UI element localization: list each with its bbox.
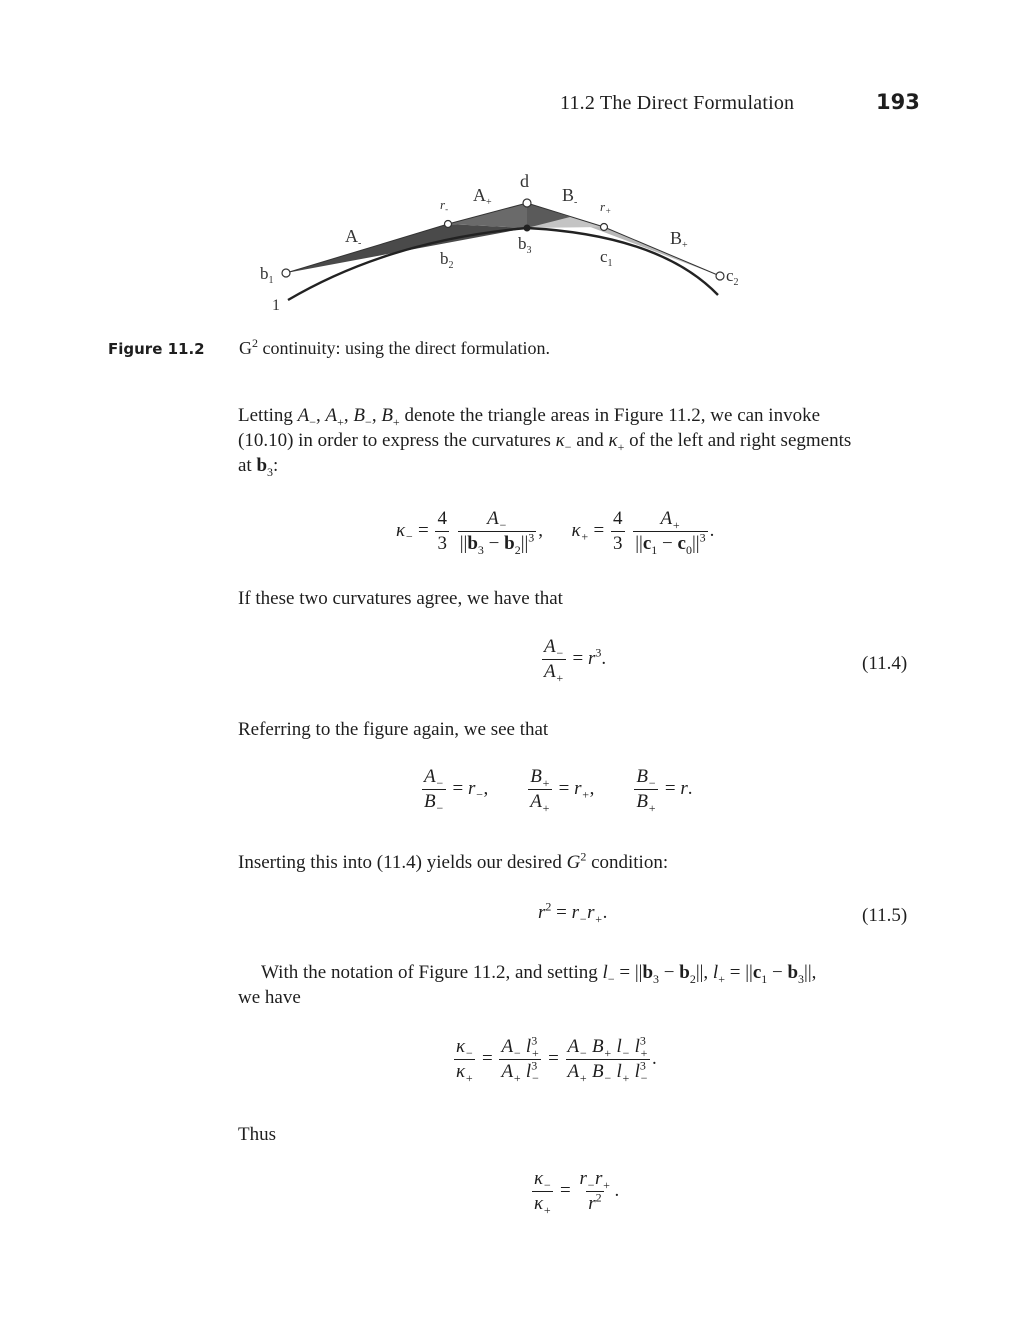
label-A-plus: $A_+$	[473, 185, 492, 208]
figure-label: Figure 11.2	[108, 340, 205, 358]
label-c2: $c_2$	[726, 266, 739, 288]
label-one: 1	[272, 297, 280, 314]
running-header-title: 11.2 The Direct Formulation	[560, 92, 795, 114]
paragraph-3: Referring to the figure again, we see that	[238, 719, 549, 740]
equation-number-11-4: (11.4)	[862, 653, 908, 674]
point-d	[523, 199, 531, 207]
label-r-plus: $r_+$	[600, 199, 612, 216]
point-b1	[282, 269, 290, 277]
point-c2	[716, 272, 724, 280]
label-r-minus: $r_-$	[440, 197, 449, 214]
paragraph-1	[238, 403, 922, 478]
label-b1: $b_1$	[260, 264, 274, 286]
label-B-minus: $B_-$	[562, 185, 578, 208]
equation-final: $\frac{\kappa_-}{\kappa_+}$ = $\frac{r_-r_+}{r^2}$ .	[534, 1168, 620, 1217]
paragraph-4: Inserting this into (11.4) yields our desired $G^2$ condition:	[238, 849, 669, 873]
equation-11-5: $r^2 = r_-r_+$.	[538, 899, 608, 926]
paragraph-5	[238, 960, 922, 1010]
p1-line-3: at $b_3$:	[238, 455, 279, 479]
equation-number-11-5: (11.5)	[862, 905, 908, 926]
figure-caption: $G^2$ continuity: using the direct formulation.	[239, 336, 550, 358]
equation-curvatures: $\kappa_-$ = $\frac{4}{3}$ $\frac{A_-}{||b_3 - b_2||^3}$ , $\kappa_+$ = $\frac{4}{3}$ $\frac{A_+}{||c_1 - c_0||^3}$ .	[396, 508, 715, 557]
equation-11-4: $\frac{A_-}{A_+}$ = $r^3$.	[544, 636, 607, 685]
p5-line-2: we have	[238, 987, 301, 1008]
label-B-plus: $B_+$	[670, 228, 688, 251]
label-b3: $b_3$	[518, 234, 532, 256]
point-r-plus	[601, 224, 608, 231]
label-d: d	[520, 171, 529, 191]
equation-curvature-ratio: $\frac{\kappa_-}{\kappa_+}$ = $\frac{A_- l^3_+}{A_+ l^3_-}$ = $\frac{A_- B_+ l_- l^3_+}{A_+ B_- l_+ l^3_-}$ .	[456, 1033, 657, 1085]
equation-ratios: $\frac{A_-}{B_-}$ = $r_-$, $\frac{B_+}{A_+}$ = $r_+$, $\frac{B_-}{B_+}$ = r.	[424, 766, 693, 815]
label-c1: $c_1$	[600, 247, 613, 269]
paragraph-6: Thus	[238, 1124, 276, 1145]
p5-line-1: With the notation of Figure 11.2, and setting $l_- = ||b_3 - b_2||$, $l_+ = ||c_1 - b_3||$,	[261, 962, 817, 986]
label-A-minus: $A_-$	[345, 226, 362, 249]
paragraph-2: If these two curvatures agree, we have that	[238, 588, 563, 609]
figure-diagram	[240, 165, 800, 325]
point-r-minus	[445, 221, 452, 228]
point-b3	[524, 225, 531, 232]
p1-line-2: (10.10) in order to express the curvatures $\kappa_-$ and $\kappa_+$ of the left and right segments	[238, 430, 852, 454]
p1-line-1: Letting $A_-$, $A_+$, $B_-$, $B_+$ denote the triangle areas in Figure 11.2, we can invoke	[238, 405, 821, 429]
page-number: 193	[876, 90, 920, 114]
label-b2: $b_2$	[440, 249, 454, 271]
